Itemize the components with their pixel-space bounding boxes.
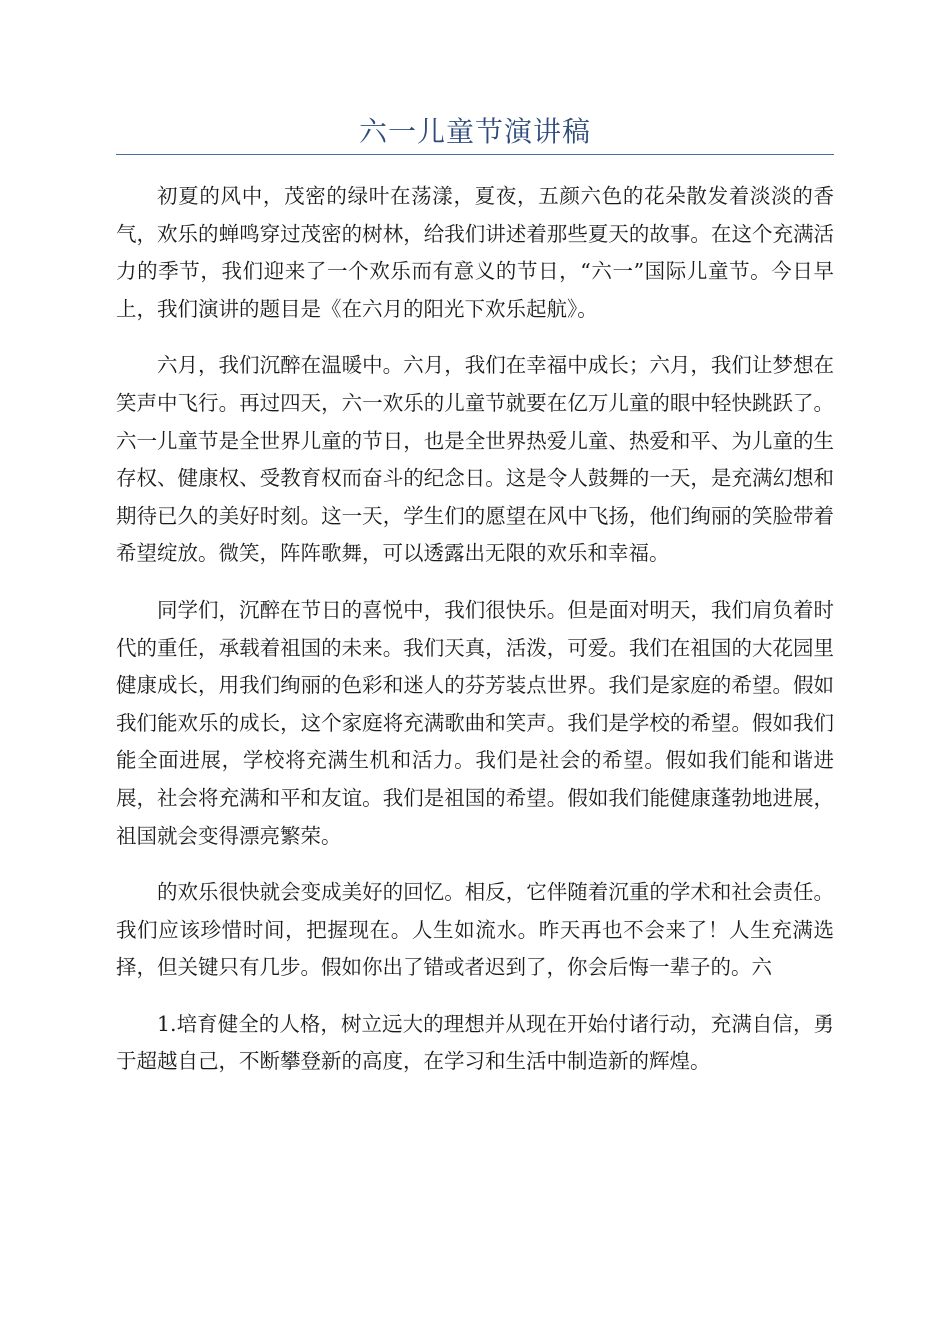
- page-title: 六一儿童节演讲稿: [358, 115, 591, 148]
- paragraph-5: 1.培育健全的人格，树立远大的理想并从现在开始付诸行动，充满自信，勇于超越自己，不断攀登新的高度，在学习和生活中制造新的辉煌。: [116, 1011, 834, 1074]
- title-underline: [116, 154, 834, 155]
- paragraph-3: 同学们，沉醉在节日的喜悦中，我们很快乐。但是面对明天，我们肩负着时代的重任，承载着祖国的未来。我们天真，活泼，可爱。我们在祖国的大花园里健康成长，用我们绚丽的色彩和迷人的芬芳装点世界。我们是家庭的希望。假如我们能欢乐的成长，这个家庭将充满歌曲和笑声。我们是学校的希望。假如我们能全面进展，学校将充满生机和活力。我们是社会的希望。假如我们能和谐进展，社会将充满和平和友谊。我们是祖国的希望。假如我们能健康蓬勃地进展，祖国就会变得漂亮繁荣。: [116, 597, 834, 848]
- paragraph-4: 的欢乐很快就会变成美好的回忆。相反，它伴随着沉重的学术和社会责任。我们应该珍惜时间，把握现在。人生如流水。昨天再也不会来了！人生充满选择，但关键只有几步。假如你出了错或者迟到了，你会后悔一辈子的。六: [116, 880, 834, 980]
- paragraph-2: 六月，我们沉醉在温暖中。六月，我们在幸福中成长；六月，我们让梦想在笑声中飞行。再过四天，六一欢乐的儿童节就要在亿万儿童的眼中轻快跳跃了。六一儿童节是全世界儿童的节日，也是全世界热爱儿童、热爱和平、为儿童的生存权、健康权、受教育权而奋斗的纪念日。这是令人鼓舞的一天，是充满幻想和期待已久的美好时刻。这一天，学生们的愿望在风中飞扬，他们绚丽的笑脸带着希望绽放。微笑，阵阵歌舞，可以透露出无限的欢乐和幸福。: [116, 353, 834, 566]
- document-body: [116, 178, 834, 1100]
- paragraph-1: 初夏的风中，茂密的绿叶在荡漾，夏夜，五颜六色的花朵散发着淡淡的香气，欢乐的蝉鸣穿过茂密的树林，给我们讲述着那些夏天的故事。在这个充满活力的季节，我们迎来了一个欢乐而有意义的节日，“六一”国际儿童节。今日早上，我们演讲的题目是《在六月的阳光下欢乐起航》。: [116, 184, 834, 321]
